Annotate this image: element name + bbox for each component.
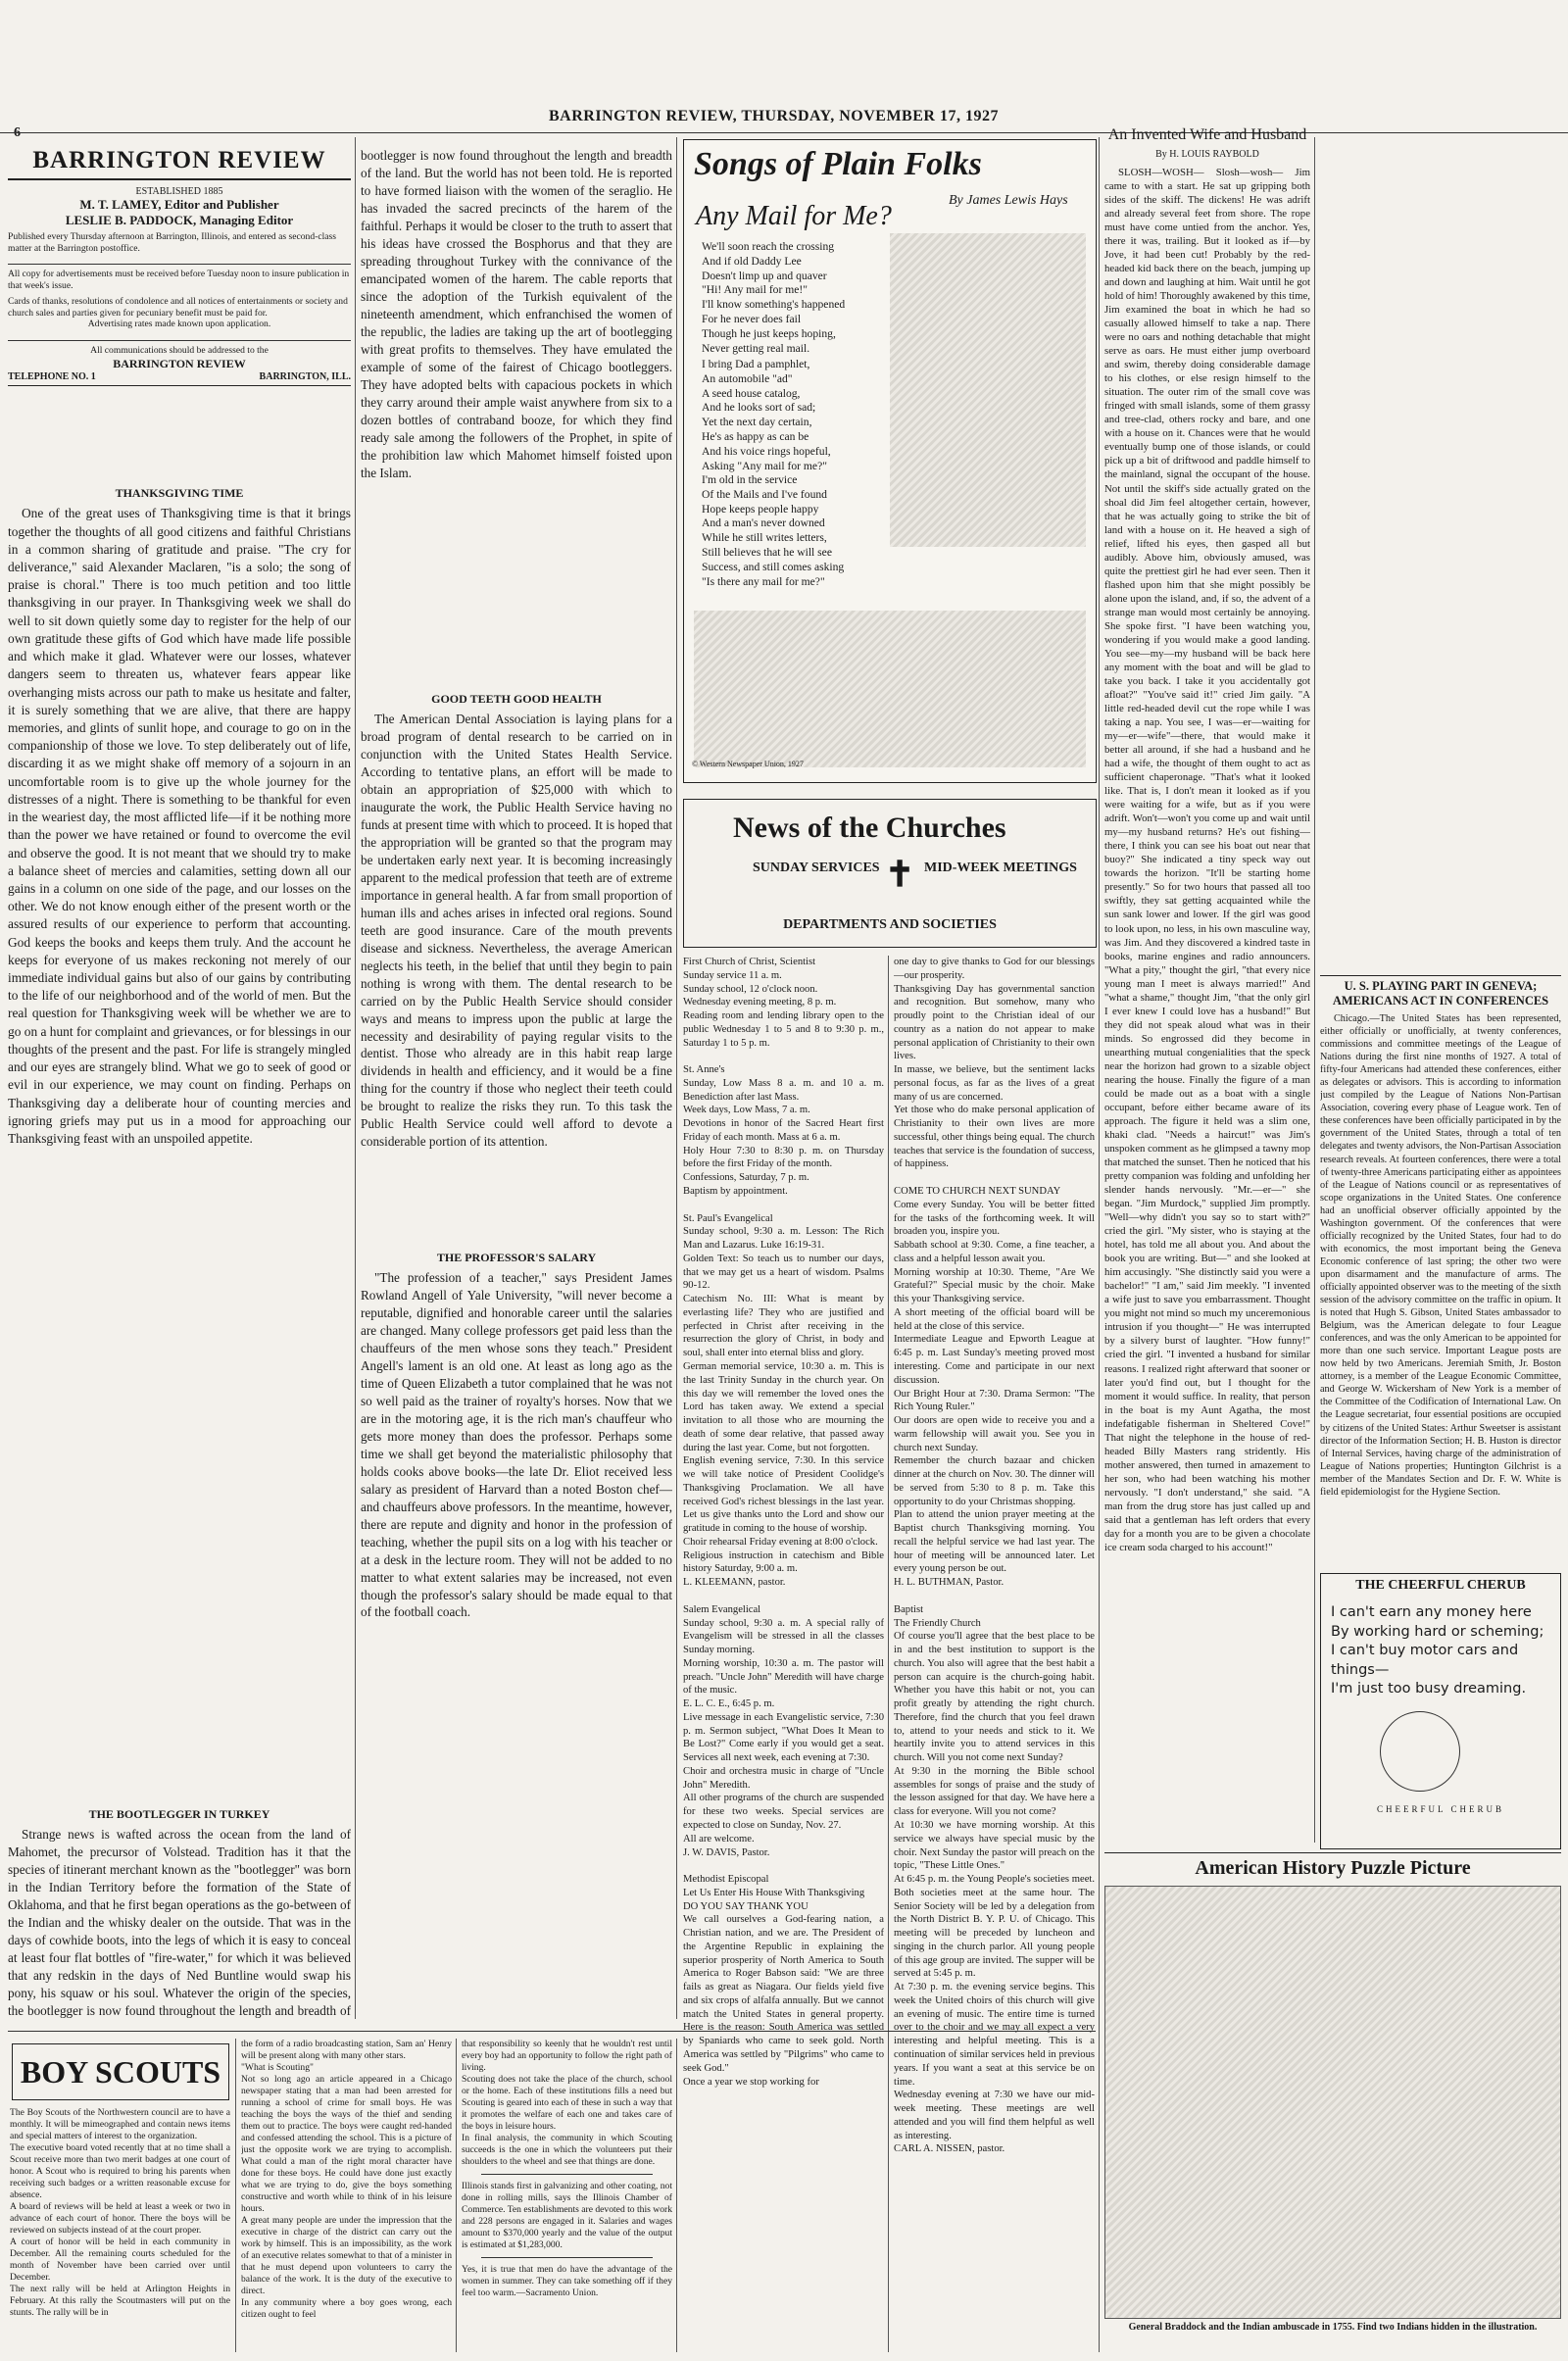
true-item: Yes, it is true that men do have the advantage of the women in summer. They can take something off if they feel too warm.—Sacramento Union. bbox=[462, 2263, 672, 2298]
editorial-salary bbox=[361, 1245, 672, 2019]
salary-text: "The profession of a teacher," says President James Rowland Angell of Yale University, "will never become a reputable, dignified and honorable career until the salaries are changed. Many college professors get paid less than the chauffeurs of the men whose sons they teach." President Angell's lament is an old one. At least as long ago as the time of Queen Elizabeth a tutor complained that he was not so well paid as the trainer of royalty's horses. Now that we are in the motoring age, it is the rich man's chauffeur who gets more money than does the professor. Perhaps some time we shall get beyond the materialistic philosophy that holds cooks above books—the late Dr. Eliot received less salary as president of Harvard than a noted Boston chef—and chauffeurs above professors. In the meantime, however, there are repute and dignity and honor in the profession of teaching, whether the pupil sits on a log with his teacher or at a desk in the lecture room. They will not be added to no matter to what extent salaries may be increased, not even though the professor's salary should be made equal to that of the football coach. bbox=[361, 1270, 672, 1620]
bootlegger-continued: bootlegger is now found throughout the length and breadth of the land. But the world has not been told. He is reported to have formed liaison with the women of the seraglio. He has invaded the sacred precincts of the harem of the faithful. Perhaps it would be closer to the truth to assert that his ideas have crossed the Bosphorus and that they are spreading throughout Turkey with the connivance of the emancipated women of the harem. The cable reports that since the adoption of the Turkish equivalent of the nineteenth amendment, which enfranchised the women of the republic, the ladies are taking up the art of bootlegging with great profits to themselves. They have emulated the example of some of the fairest of Chicago bootleggers. They have adopted belts with capacious pockets in which they carry around their ample waist anywhere from six to a dozen bottles of contraband booze, for which they find ready sale among the followers of the Prophet, in spite of the prohibition law which Mahomet himself foisted upon the Islam. bbox=[361, 148, 672, 480]
scouts-column-2: the form of a radio broadcasting station, Sam an' Henry will be present along with many other stars. "What is Scouting" Not so long ago an article appeared in a Chicago newspaper stating that a man had been arrested for running a school of crime for small boys. He was teaching the boys the ways of the thief and sending them out to practice. The boys were caught red-handed and confessed attending the school. This is a picture of just the opposite work we are trying to accomplish. What could a man of the right moral character have done for these boys. He could have done just exactly what we are trying to do, give the boys something constructive and worth while to think of in his leisure hours. A great many people are under the impression that the executive in charge of the district can carry out the work by himself. This is an impossibility, as the work of an executive relates somewhat to that of a minister in that he must depend upon volunteers to carry the balance of the work. It is the duty of the executive to direct. In any community where a boy goes wrong, each citizen ought to feel bbox=[241, 2039, 452, 2320]
geneva-text: Chicago.—The United States has been represented, either officially or unofficially, at twenty conferences, commissions and committee meetings of the League of Nations during the first nine months of 1927. A total of fifty-four Americans had attended these conferences, either as delegates or advisors. This is according to information just compiled by the League of Nations Non-Partisan Association, covering every phase of League work. Ten of these conferences have been officially participated in by the government of the United States, through a total of ten delegates and twenty advisors, the Non-Partisan Association research reveals. At fourteen conferences, there were a total of twenty-three Americans participating either as appointees of the League of Nations council or as representatives of scope organizations in the United States. One conference had an unofficial observer officially appointed by the Washington government. Of the conferences that were officially recognized by the United States, four had to do with economics, the most important being the Geneva Economic conference of last spring; the other two were upon disarmament and the manufacture of arms. The officially appointed observer was to the meeting of the sixth session of the advisory committee on the traffic in opium. It is noted that Hugh S. Gibson, United States ambassador to Belgium, was the American delegate to four League conferences, and was the only American to be appointed for more than one such service. Important League posts are now held by two Americans. Jeremiah Smith, Jr. Boston attorney, is a member of the League Economic Committee, and George W. Wickersham of New York is a member of the Committee of the Codification of International Law. On the League secretariat, four essential positions are occupied by citizens of the United States: Arthur Sweetser is assistant director of the Information Section; H. B. Huston is director of Internal Services, having charge of the administration of League of Nations properties; Huntington Gilchrist is a member of the Mandates Section and Dr. F. W. White is field epidemiologist for the Hygiene Section. bbox=[1320, 1013, 1561, 1498]
masthead-rule bbox=[8, 340, 351, 341]
boy-scouts-title: BOY SCOUTS bbox=[20, 2054, 221, 2090]
geneva-headline: U. S. PLAYING PART IN GENEVA; AMERICANS ACT IN CONFERENCES bbox=[1320, 975, 1561, 1008]
story-invented-wife-cont bbox=[1320, 125, 1561, 963]
editorial-thanksgiving bbox=[8, 480, 351, 1794]
cherub-face-icon bbox=[1380, 1711, 1460, 1792]
bootlegger-text: Strange news is wafted across the ocean from the land of Mahomet, the precursor of Volstead. Tradition has it that the species of itinerant merchant known as the "bootlegger" was born in the Indian Territory before the formation of the State of Oklahoma, and that he first began operations as the go-between of the Indian and the whisky dealer on the outside. That was in the days of cowhide boots, into the legs of which it is easy to conceal at least four flat bottles of "fire-water," for which it was believed that any redskin in the days of Ned Buntline would swap his pony, his squaw or his soul. Whatever the origin of the species, the bootlegger is now found throughout the length and breadth of bbox=[8, 1827, 351, 2018]
column-rule bbox=[355, 137, 356, 2019]
editor-line: M. T. LAMEY, Editor and Publisher bbox=[79, 197, 279, 212]
poem-series: Songs of Plain Folks bbox=[694, 146, 982, 182]
running-head: BARRINGTON REVIEW, THURSDAY, NOVEMBER 17, 1927 bbox=[549, 108, 999, 124]
column-rule bbox=[676, 2039, 677, 2352]
cheerful-cherub-box bbox=[1320, 1573, 1561, 1849]
cards-note: Cards of thanks, resolutions of condolence and all notices of entertainments or society and church sales and parties given for pecuniary benefit must be paid for. bbox=[8, 295, 348, 319]
column-rule bbox=[456, 2039, 457, 2352]
column-rule bbox=[1099, 137, 1100, 2352]
cherub-title: THE CHEERFUL CHERUB bbox=[1355, 1578, 1526, 1593]
page-number: 6 bbox=[14, 125, 21, 140]
story-byline: By H. LOUIS RAYBOLD bbox=[1155, 149, 1259, 160]
paper-title: BARRINGTON REVIEW bbox=[8, 147, 351, 180]
item-rule bbox=[481, 2174, 653, 2175]
masthead-block bbox=[8, 147, 351, 386]
poem-stanza-2: I bring Dad a pamphlet, An automobile "ad" A seed house catalog, And he looks sort of sad; Yet the next day certain, He's as happy as can be And his voice rings hopeful, Asking "Any mail for me?" bbox=[702, 358, 831, 472]
column-rule bbox=[676, 137, 677, 2019]
poem-box bbox=[683, 139, 1097, 783]
telephone: TELEPHONE NO. 1 bbox=[8, 370, 96, 382]
puzzle-caption: General Braddock and the Indian ambuscade in 1755. Find two Indians hidden in the illustration. bbox=[1128, 2322, 1538, 2333]
responsibility-text: that responsibility so keenly that he wouldn't rest until every boy had an opportunity to follow the right path of living. Scouting does not take the place of the church, school or the home. Each of these institutions fills a need but Scouting is geared into each of these in such a way that it promotes the welfare of each one and takes care of the boys in leisure hours. In final analysis, the community in which Scouting succeeds is the one in which the volunteers put their shoulders to the wheel and see that things are done. bbox=[462, 2039, 672, 2167]
masthead-rule bbox=[8, 264, 351, 265]
poem-stanza-3: I'm old in the service Of the Mails and I've found Hope keeps people happy And a man's never downed While he still writes letters, Still believes that he will see Success, and still comes asking "Is there any mail for me?" bbox=[702, 473, 845, 588]
poem-credit: © Western Newspaper Union, 1927 bbox=[692, 760, 804, 768]
managing-editor-line: LESLIE B. PADDOCK, Managing Editor bbox=[65, 213, 294, 227]
publish-note: Published every Thursday afternoon at Barrington, Illinois, and entered as second-class matter at the Barrington postoffice. bbox=[8, 231, 336, 254]
midweek-label: MID-WEEK MEETINGS bbox=[924, 861, 1077, 875]
cross-icon: ✝ bbox=[885, 855, 915, 894]
sunday-services-label: SUNDAY SERVICES bbox=[753, 861, 880, 875]
departments-label: DEPARTMENTS AND SOCIETIES bbox=[783, 917, 997, 932]
column-rule bbox=[235, 2039, 236, 2352]
news-geneva bbox=[1320, 975, 1561, 1563]
address-note: All communications should be addressed to the bbox=[90, 344, 269, 356]
poem-title: Any Mail for Me? bbox=[696, 201, 892, 231]
column-rule bbox=[888, 956, 889, 2352]
teeth-headline: GOOD TEETH GOOD HEALTH bbox=[431, 692, 602, 706]
teeth-text: The American Dental Association is laying plans for a broad program of dental research to be carried on in conjunction with the United States Health Service. According to tentative plans, an effort will be made to obtain an appropriation of $25,000 with which to inaugurate the work, the Public Health Service having no funds at present time with which to proceed. It is hoped that the appropriation will be granted so that the program may be undertaken early next year. It is becoming increasingly apparent to the medical profession that teeth are of extreme importance in general health. A far from small proportion of human ills and aches arises in infected oral regions. Sound teeth are good insurance. Care of the mouth prevents disease and sickness. Nevertheless, the average American neglects his teeth, in the belief that until they begin to pain nothing is wrong with them. The dental research to be carried on by the Public Health Service should consider ways and means to impress upon the public at large the necessity and desirability of paying regular visits to the dentist. Those who already are in this habit reap large dividends in health and efficiency, and it would be a fine thing for the country if those who neglect their teeth could be brought to realize the risks they run. To this task the Public Health Service could well afford to devote a considerable portion of its attention. bbox=[361, 712, 672, 1150]
thanksgiving-text: One of the great uses of Thanksgiving time is that it brings together the thoughts of all good citizens and faithful Christians in a common sharing of gratitude and praise. "The cry for deliverance," said Alexander Maclaren, "is a solo; the song of praise is choral." There is too much petition and too little thanksgiving in our prayer. In Thanksgiving week we shall do well to sit down quietly some day to register for the help of our own gratitude these gifts of God which have made life possible and which make it glad. Whatever were our losses, whatever dangers seem to threaten us, whatever fears appear like overhanging mists across our path to make us hesitate and falter, it is surely something that we are alive, that there are happy memories, and glints of sunlit hope, and courage to go on in the companionship of those we love. To step deliberately out of life, discarding it as we might shake off memory of a sojourn in an uncomfortable room is to give up the whole journey for the distresses of a night. There is something to be thankful for even in the weariest day, the most afflicted life—if it be nothing more than the power we have retained or found to overcome the evil and observe the good. It is not meant that we should try to make a balance sheet of mercies and calamities, setting down all our gains in a column on one side of the page, and our losses on the other. We do not know enough either of the present worth or the assured results of our experience to perform that accounting. God keeps the books and keeps them truly. And the account he keeps for everyone of us makes reckoning not merely of our immediate individual gains but also of our gains by contributing to the life of our neighborhood and of the world of men. But the real question for Thanksgiving week will be whether we are to go on a hunt for complaint and grievances, or for blessings in our thoughts of the present and the past. For life is strangely mingled and our eyes are strangely blind. What we go to seek of good or evil in our experience, we may count on finding. Perhaps on Thanksgiving day a deliberate hour of counting mercies and ignoring griefs may put us in a mood for approaching our Thanksgiving feast with an unspoiled appetite. bbox=[8, 506, 351, 1147]
cherub-verse: I can't earn any money here By working hard or scheming; I can't buy motor cars and things— I'm just too busy dreaming. bbox=[1331, 1604, 1544, 1697]
zinc-item: Illinois stands first in galvanizing and other coating, not done in rolling mills, says the Illinois Chamber of Commerce. Ten establishments are devoted to this work and 228 persons are engaged in it. Salaries and wages amount to $370,000 yearly and the value of the output is estimated at $1,283,000. bbox=[462, 2180, 672, 2250]
poem-author: By James Lewis Hays bbox=[949, 193, 1068, 208]
editorial-bootlegger bbox=[8, 1801, 351, 2019]
column-rule bbox=[1314, 137, 1315, 1843]
scouts-column-1: The Boy Scouts of the Northwestern council are to have a monthly. It will be mimeographed and contain news items and special matters of interest to the organization. The executive board voted recently that at no time shall a Scout receive more than two merit badges at one court of honor. A Scout who is required to bring his parents when receiving such badges or a written reasonable excuse for absence. A board of reviews will be held at least a week or two in advance of each court of honor. There the boys will be reviewed on subjects instead of at the court proper. A court of honor will be held in each community in December. All the remaining courts scheduled for the month of November have been carried over until December. The next rally will be held at Arlington Heights in February. At this rally the Scoutmasters will put on the stunts. The rally will be in bbox=[10, 2107, 230, 2318]
story-invented-wife bbox=[1104, 125, 1310, 1845]
churches-column-1: First Church of Christ, Scientist Sunday service 11 a. m. Sunday school, 12 o'clock noon. Wednesday evening meeting, 8 p. m. Reading room and lending library open to the public Wednesday 1 to 5 and 8 to 9:30 p. m., Saturday 1 to 5 p. m. St. Anne's Sunday, Low Mass 8 a. m. and 10 a. m. Benediction after last Mass. Week days, Low Mass, 7 a. m. Devotions in honor of the Sacred Heart first Friday of each month. Mass at 6 a. m. Holy Hour 7:30 to 8:30 p. m. on Thursday before the first Friday of the month. Confessions, Saturday, 7 p. m. Baptism by appointment. St. Paul's Evangelical Sunday school, 9:30 a. m. Lesson: The Rich Man and Lazarus. Luke 16:19-31. Golden Text: So teach us to number our days, that we may get us a heart of wisdom. Psalms 90-12. Catechism No. III: What is meant by everlasting life? They who are justified and perfected in Christ after receiving in the resurrection the glory of Christ, in body and soul, shall enter into eternal bliss and glory. German memorial service, 10:30 a. m. This is the last Trinity Sunday in the church year. On this day we will remember the loved ones the Lord has taken away. We extend a special invitation to all those who are mourning the death of some dear relative, that passed away during the last year. Come, but not forgotten. English evening service, 7:30. In this service we will take notice of President Coolidge's Thanksgiving Proclamation. We all have received God's richest blessings in the last year. Let us give thanks unto the Lord and show our gratitude in coming to the house of worship. Choir rehearsal Friday evening at 8:00 o'clock. Religious instruction in catechism and Bible history Saturday, 9:00 a. m. L. KLEEMANN, pastor. Salem Evangelical Sunday school, 9:30 a. m. A special rally of Evangelism will be stressed in all the classes Sunday morning. Morning worship, 10:30 a. m. The pastor will preach. "Uncle John" Meredith will have charge of the music. E. L. C. E., 6:45 p. m. Live message in each Evangelistic service, 7:30 p. m. Sermon subject, "What Does It Mean to Be Lost?" Come early if you would get a seat. Services all next week, each evening at 7:30. Choir and orchestra music in charge of "Uncle John" Meredith. All other programs of the church are suspended for these two weeks. Special services are expected to close on Sunday, Nov. 27. All are welcome. J. W. DAVIS, Pastor. Methodist Episcopal Let Us Enter His House With Thanksgiving DO YOU SAY THANK YOU We call ourselves a God-fearing nation, a Christian nation, and we are. The President of the Argentine Republic in explaining the superior prosperity of North America to South America to Roger Babson said: "We are three fails as great as Niagara. Our fields yield five and six crops of alfalfa annually. But we cannot match the United States in general property. Here is the reason: South America was settled by Spaniards who came to seek gold. North America was settled by "Pilgrims" who came to seek God." Once a year we stop working for bbox=[683, 957, 884, 2088]
churches-banner bbox=[683, 799, 1097, 948]
puzzle-picture-block bbox=[1104, 1852, 1561, 2352]
editorial-teeth bbox=[361, 686, 672, 1235]
cherub-mark: CHEERFUL CHERUB bbox=[1377, 1804, 1504, 1814]
story-headline: An Invented Wife and Husband bbox=[1107, 126, 1307, 143]
bootlegger-headline: THE BOOTLEGGER IN TURKEY bbox=[88, 1807, 270, 1821]
puzzle-illustration bbox=[1104, 1886, 1561, 2319]
poem-stanza-1: We'll soon reach the crossing And if old Daddy Lee Doesn't limp up and quaver "Hi! Any mail for me!" I'll know something's happened For he never does fail Though he just keeps hoping, Never getting real mail. bbox=[702, 240, 846, 355]
established-line: ESTABLISHED 1885 bbox=[135, 186, 223, 197]
editorial-bootlegger-cont bbox=[361, 147, 672, 676]
story-text: SLOSH—WOSH— Slosh—wosh— Jim came to with a start. He sat up gripping both sides of the skiff. The dickens! He was adrift and already several feet from shore. The rope must have come untied from the anchor. Yes, there it was, trailing. But it looked as if—by Jove, it had been cut! Probably by the red-headed kid back there on the beach, jumping up and down and laughing at him. Wait until he got hold of him! Thoroughly awakened by this time, Jim examined the boat in which he had so casually allowed himself to take a nap. There were no oars and nothing detachable that might serve as oars. He must either jump overboard and swim, thereby doing considerable damage to his clothes, or else resign himself to the situation. The outer rim of the small cove was fringed with small islands, some of them grassy and tree-clad, others rocky and bare, and one with a house on it. Chances were that he would eventually bump one of those islands, or could pick up a bit of driftwood and paddle himself to the mainland, signal the occupant of the house. Not until the skiff's side actually grated on the shoal did Jim feel altogether certain, however, that he was actually going to strike the bit of land with a house on it. He heaved a sigh of relief, lifted his eyes, then gasped all but audibly. Above him, obviously amused, was quite the prettiest girl he had ever seen. Then it flashed upon him that she might possibly be alone upon the island, and, if so, the advent of a strange man would most certainly be annoying. She spoke first. "I have been watching you, wondering if you would make a good landing. You see—my—my husband will be back here any moment with the boat and will be glad to take you back. I take it you accidentally got afloat?" "You've said it!" cried Jim gaily. "A little red-headed devil cut the rope while I was taking a nap. You see, I was—er—waiting for my—er—wife"—there, that would make it better all around, if she had a husband and he had a wife, the thought of them ought to act as sufficient chaperonage. "That's what it looked like. That is, I don't mean it looked as if you were waiting for a wife, but as if you were adrift. Won't—won't you come up and wait until my—my husband returns? He's out fishing—there, I think you can see his boat out near that buoy?" She indicated a tiny speck way out towards the horizon. "It'll be starting home presently." So for two hours that passed all too swiftly, they sat getting acquainted while the sun sank lower and lower. If the girl was good to look upon, no less, in his own masculine way, was Jim. And they discovered a kindred taste in books, marine engines and radio announcers. "What a pity," thought the girl, "that every nice young man I meet is always married!" And "what a shame," thought Jim, "that the only girl I ever knew I could love has a husband!" But they did not speak aloud what was in their minds. So engrossed did they become in unearthing mutual congenialities that the speck near the horizon had grown to a sizable object nearing the house. Finally the figure of a man could be made out as a boat with a single occupant, before either became aware of its approach. The figure it held was a slim one, khaki clad. "Needs a haircut!" was Jim's unspoken comment as he glimpsed a tawny mop that matched the sunset. Then he noticed that his pretty companion was folding and unfolding her slender hands nervously. "Mr.—er—" she began. "Jim Murdock," supplied Jim promptly. "Well—why didn't you say so to start with?" cried the girl. "My sister, who is staying at the hotel, has told me all about you. And about the book you are writing. But—" and she looked at him accusingly. "She distinctly said you were a bachelor!" "I am," said Jim meekly. "I invented a wife just to save you embarrassment. Thought you might not mind so much my unceremonious intrusion if you thought—" He was interrupted by a silvery burst of laughter. "How funny!" cried the girl. "I invented a husband for similar reasons. I realized right afterward that sooner or later you'd find out, but I thought for the moment it would suffice. In reality, that person in the boat is my Aunt Agatha, the most indefatigable fisherman in Sheltered Cove!" That night the telephone in the house of red-headed Billy Masters rang stridently. His mother answered, then turned in amazement to her son, who had been watching his mother nervously. "I don't understand," she said. "A man from the drug store has just called up and said that a gentleman has left orders that every day for a month you are to be given a chocolate ice cream soda charged to his account!" bbox=[1104, 166, 1310, 1553]
item-rule bbox=[481, 2257, 653, 2258]
city: BARRINGTON, ILL. bbox=[259, 370, 351, 382]
poem-illustration bbox=[694, 611, 1086, 767]
boy-scouts-title-box bbox=[12, 2043, 229, 2100]
telephone-line bbox=[8, 371, 351, 386]
scouts-column-3 bbox=[462, 2039, 672, 2352]
rates-note: Advertising rates made known upon application. bbox=[87, 319, 271, 330]
salary-headline: THE PROFESSOR'S SALARY bbox=[436, 1251, 597, 1264]
thanksgiving-headline: THANKSGIVING TIME bbox=[115, 486, 244, 500]
copy-note: All copy for advertisements must be received before Tuesday noon to insure publication in that week's issue. bbox=[8, 269, 350, 292]
puzzle-title: American History Puzzle Picture bbox=[1104, 1852, 1561, 1880]
churches-column-2: one day to give thanks to God for our blessings—our prosperity. Thanksgiving Day has governmental sanction and recognition. But somehow, many who proudly point to the Christian ideal of our country as a nation do not appear to make personal application of Christianity to their own lives. In masse, we believe, but the sentiment lacks personal focus, as far as the lives of a great many of us are concerned. Yet those who do make personal application of Christianity to their own lives are more successful, other things being equal. The church teaches that service is the foundation of success, of happiness. COME TO CHURCH NEXT SUNDAY Come every Sunday. You will be better fitted for the tasks of the forthcoming week. It will broaden you, inspire you. Sabbath school at 9:30. Come, a fine teacher, a class and a helpful lesson await you. Morning worship at 10:30. Theme, "Are We Grateful?" Special music by the choir. Make this your Thanksgiving service. A short meeting of the official board will be held at the close of this service. Intermediate League and Epworth League at 6:45 p. m. Last Sunday's meeting proved most interesting. Come and participate in our next discussion. Our Bright Hour at 7:30. Drama Sermon: "The Rich Young Ruler." Our doors are open wide to receive you and a warm fellowship will await you. See you in church next Sunday. Remember the church bazaar and chicken dinner at the church on Nov. 30. The dinner will be served from 5:30 to 8 p. m. Take this opportunity to do your Christmas shopping. Plan to attend the union prayer meeting at the Baptist church Thanksgiving morning. You recall the helpful service we had last year. The hour of meeting will be announced later. Let every young person be out. H. L. BUTHMAN, Pastor. Baptist The Friendly Church Of course you'll agree that the best place to be in and the best institution to support is the church. You also will agree that the best habit a person can acquire is the church-going habit. Whether you have this habit or not, you can profit greatly by attending the right church. Therefore, find the church that you feel drawn to, attend to your needs and stick to it. We heartily invite you to attend services in this church. Will you not come next Sunday? At 9:30 in the morning the Bible school assembles for songs of praise and the study of the lesson assigned for that day. We have here a class for everyone. Will you not come? At 10:30 we have morning worship. At this service we always have special music by the choir. Next Sunday the pastor will preach on the topic, "These Little Ones." At 6:45 p. m. the Young People's societies meet. Both societies meet at the same hour. The Senior Society will be led by a delegation from the North District B. Y. P. U. of Chicago. This meeting will be preceded by luncheon and singing in the church parlor. All young people of this age group are invited. The supper will be served at 5:45 p. m. At 7:30 p. m. the evening service begins. This week the United choirs of this church will give an evening of music. The entire time is turned over to the choir and we may all expect a very interesting and helpful meeting. This is a continuation of similar services held in previous years. If you want a seat at this service be on time. Wednesday evening at 7:30 we have our mid-week meeting. These meetings are well attended and you will find them helpful as well as interesting. CARL A. NISSEN, pastor. bbox=[894, 957, 1095, 2155]
churches-title: News of the Churches bbox=[733, 812, 1006, 844]
section-rule bbox=[8, 2031, 1096, 2032]
address-name: BARRINGTON REVIEW bbox=[113, 356, 246, 370]
